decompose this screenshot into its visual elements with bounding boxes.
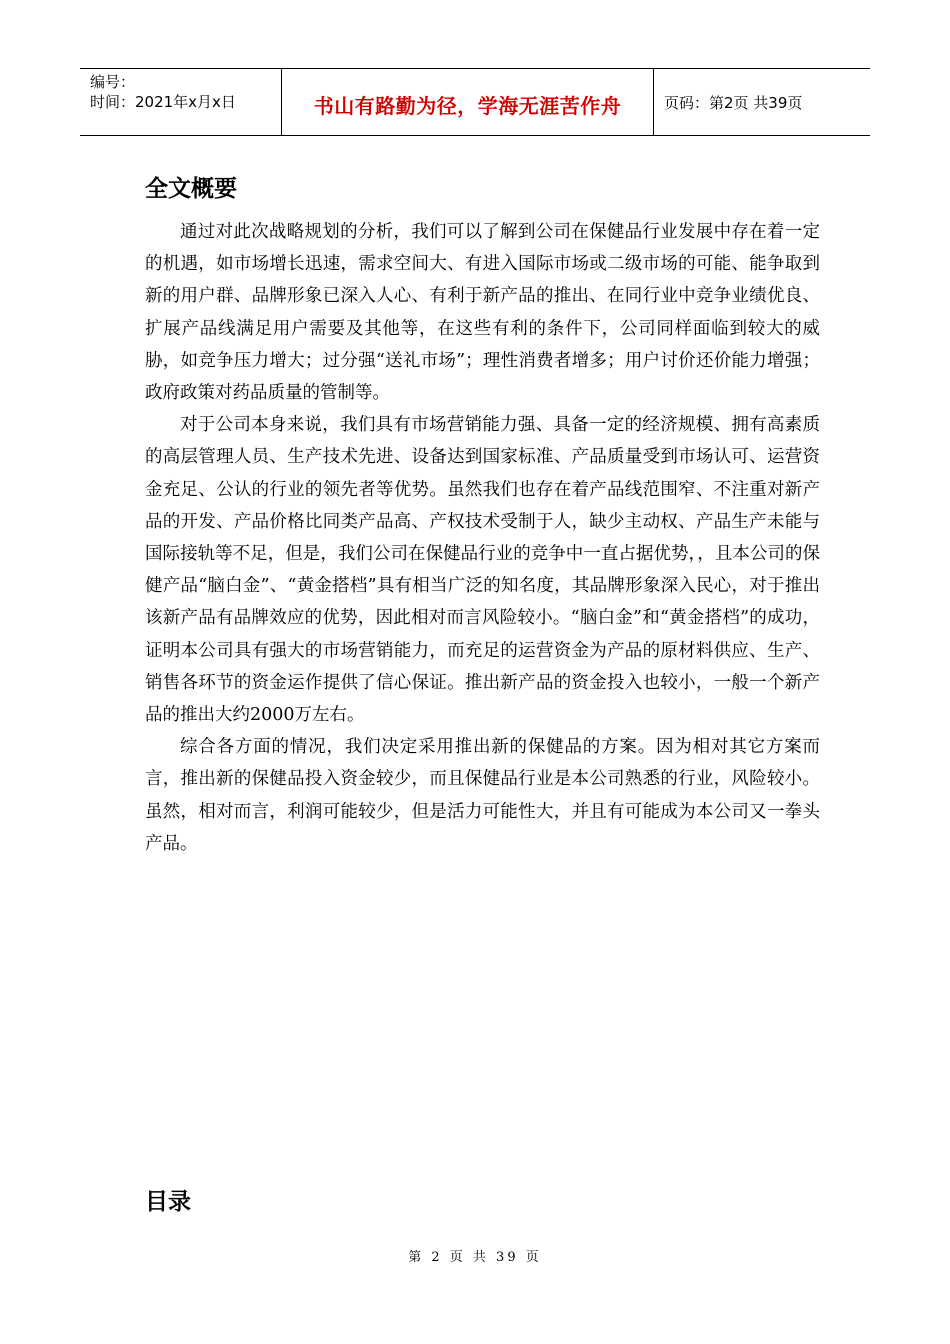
header-meta	[80, 69, 282, 135]
header-page-info: 页码：第2页 共39页	[664, 93, 803, 112]
summary-paragraph: 通过对此次战略规划的分析，我们可以了解到公司在保健品行业发展中存在着一定的机遇，如市场增长迅速，需求空间大、有进入国际市场或二级市场的可能、能争取到新的用户群、品牌形象已深入人心、有利于新产品的推出、在同行业中竞争业绩优良、扩展产品线满足用户需要及其他等，在这些有利的条件下，公司同样面临到较大的威胁，如竞争压力增大；过分强“送礼市场”；理性消费者增多；用户讨价还价能力增强；政府政策对药品质量的管制等。	[145, 222, 820, 404]
summary-title: 全文概要	[145, 176, 237, 202]
document-date: 时间：2021年x月x日	[90, 93, 236, 111]
document-number-label: 编号：	[90, 73, 136, 91]
summary-paragraph: 综合各方面的情况，我们决定采用推出新的保健品的方案。因为相对其它方案而言，推出新的保健品投入资金较少，而且保健品行业是本公司熟悉的行业，风险较小。虽然，相对而言，利润可能较少，但是活力可能性大，并且有可能成为本公司又一拳头产品。	[145, 737, 820, 854]
page-header	[80, 68, 870, 136]
toc-title: 目录	[145, 1189, 191, 1215]
summary-body	[145, 216, 820, 860]
header-motto: 书山有路勤为径，学海无涯苦作舟	[282, 69, 654, 135]
page-footer: 第 2 页 共 39 页	[408, 1250, 542, 1265]
summary-paragraph: 对于公司本身来说，我们具有市场营销能力强、具备一定的经济规模、拥有高素质的高层管理人员、生产技术先进、设备达到国家标准、产品质量受到市场认可、运营资金充足、公认的行业的领先者等优势。虽然我们也存在着产品线范围窄、不注重对新产品的开发、产品价格比同类产品高、产权技术受制于人，缺少主动权、产品生产未能与国际接轨等不足，但是，我们公司在保健品行业的竞争中一直占据优势，，且本公司的保健产品“脑白金”、“黄金搭档”具有相当广泛的知名度，其品牌形象深入民心，对于推出该新产品有品牌效应的优势，因此相对而言风险较小。“脑白金”和“黄金搭档”的成功，证明本公司具有强大的市场营销能力，而充足的运营资金为产品的原材料供应、生产、销售各环节的资金运作提供了信心保证。推出新产品的资金投入也较小，一般一个新产品的推出大约2000万左右。	[145, 415, 820, 726]
